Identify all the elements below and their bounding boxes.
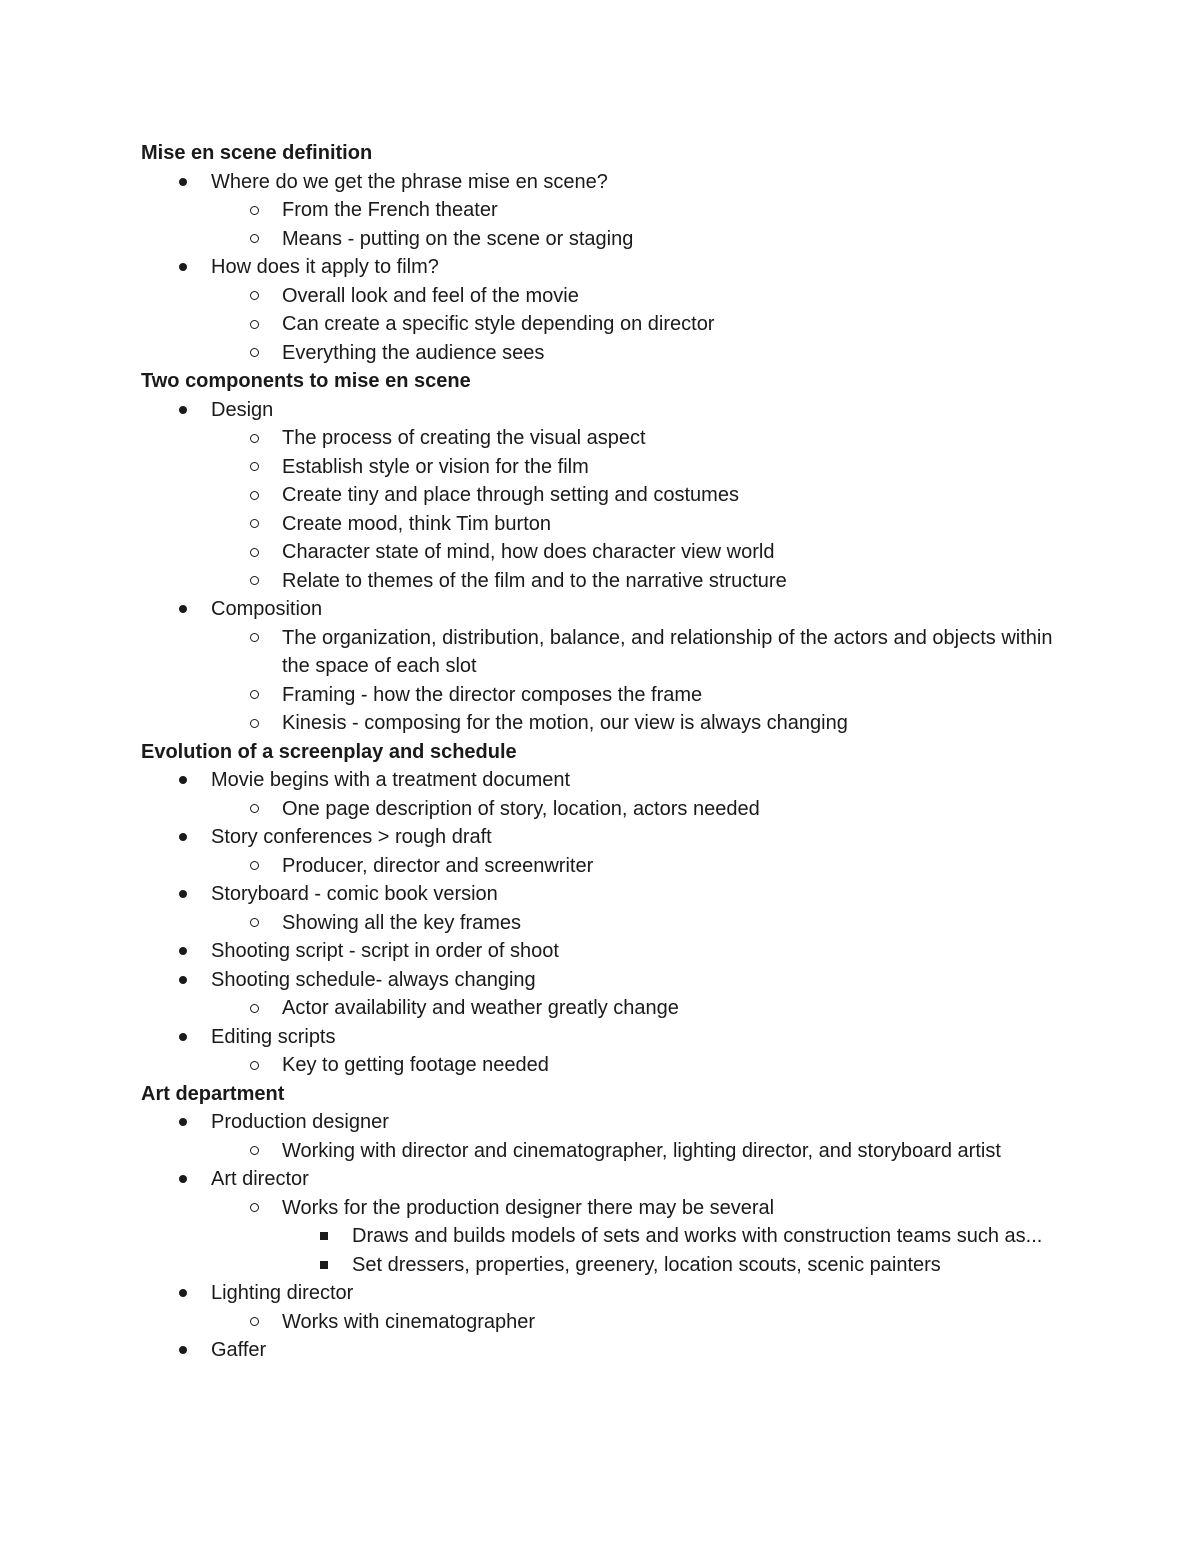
list-item-text: Character state of mind, how does character view world [282, 541, 775, 563]
list-item [141, 310, 1081, 339]
bullet-dot-icon [176, 823, 190, 852]
list-item-text: How does it apply to film? [211, 256, 439, 278]
list-item-text: Movie begins with a treatment document [211, 769, 571, 791]
bullet-list-level-3 [141, 1222, 1081, 1279]
list-item-line [141, 339, 1081, 368]
bullet-dot-icon [176, 1023, 190, 1052]
list-item-text: Establish style or vision for the film [282, 455, 589, 478]
bullet-dot-icon [176, 1108, 190, 1137]
list-item-line [141, 880, 1081, 909]
bullet-circle-icon [247, 310, 261, 339]
list-item-text: Relate to themes of the film and to the narrative structure [282, 569, 787, 592]
list-item [141, 595, 1081, 738]
bullet-list-level-2 [141, 1308, 1081, 1337]
list-item-line [141, 225, 1081, 254]
list-item-text: Shooting script - script in order of shoot [211, 940, 559, 962]
bullet-circle-icon [247, 510, 261, 539]
bullet-dot-icon [176, 766, 190, 795]
list-item [141, 852, 1081, 881]
list-item [141, 1308, 1081, 1337]
list-item-text: Lighting director [211, 1282, 354, 1304]
list-item-text: Works for the production designer there may be several [282, 1196, 775, 1219]
outline-section [141, 738, 1081, 1080]
list-item-text: Shooting schedule- always changing [211, 968, 536, 991]
list-item-line [141, 1336, 1081, 1365]
bullet-list-level-2 [141, 196, 1081, 253]
list-item [141, 966, 1081, 1023]
bullet-list-level-2 [141, 795, 1081, 824]
bullet-dot-icon [176, 396, 190, 425]
bullet-circle-icon [247, 282, 261, 311]
bullet-list-level-2 [141, 624, 1081, 738]
list-item [141, 1137, 1081, 1166]
list-item [141, 424, 1081, 453]
bullet-dot-icon [176, 937, 190, 966]
list-item-text: Design [211, 398, 274, 421]
list-item-text: Art director [211, 1168, 309, 1190]
list-item-text: Showing all the key frames [282, 911, 522, 934]
list-item-text: Overall look and feel of the movie [282, 284, 579, 307]
list-item-line [141, 909, 1081, 938]
list-item-line [141, 481, 1081, 510]
list-item [141, 1279, 1081, 1336]
list-item-text: Draws and builds models of sets and works with construction teams such as... [352, 1225, 1043, 1247]
list-item-line [141, 1279, 1081, 1308]
list-item-line [141, 595, 1081, 624]
bullet-list-level-2 [141, 852, 1081, 881]
list-item [141, 1051, 1081, 1080]
bullet-circle-icon [247, 1051, 261, 1080]
list-item [141, 1023, 1081, 1080]
list-item-text: The process of creating the visual aspect [282, 427, 646, 449]
list-item-line [141, 1222, 1081, 1251]
list-item-line [141, 510, 1081, 539]
bullet-list-level-1 [141, 1108, 1081, 1365]
list-item [141, 567, 1081, 596]
list-item [141, 1222, 1081, 1251]
list-item [141, 1336, 1081, 1365]
bullet-dot-icon [176, 880, 190, 909]
bullet-circle-icon [247, 567, 261, 596]
list-item-text: Story conferences > rough draft [211, 826, 492, 848]
bullet-dot-icon [176, 1279, 190, 1308]
bullet-square-icon [317, 1251, 331, 1280]
list-item-line [141, 1108, 1081, 1137]
outline-section [141, 1080, 1081, 1365]
list-item-text: Works with cinematographer [282, 1310, 536, 1333]
list-item [141, 1108, 1081, 1165]
bullet-circle-icon [247, 1194, 261, 1223]
list-item-line [141, 282, 1081, 311]
list-item-line [141, 453, 1081, 482]
bullet-square-icon [317, 1222, 331, 1251]
list-item [141, 909, 1081, 938]
list-item-text: From the French theater [282, 199, 498, 221]
list-item [141, 1194, 1081, 1280]
bullet-circle-icon [247, 339, 261, 368]
list-item-text: Can create a specific style depending on director [282, 313, 715, 335]
section-heading: Two components to mise en scene [141, 370, 471, 392]
bullet-list-level-2 [141, 1194, 1081, 1280]
bullet-dot-icon [176, 966, 190, 995]
section-heading: Art department [141, 1082, 285, 1105]
list-item-line [141, 424, 1081, 453]
bullet-list-level-2 [141, 282, 1081, 368]
list-item [141, 624, 1081, 681]
bullet-circle-icon [247, 909, 261, 938]
list-item [141, 339, 1081, 368]
list-item [141, 880, 1081, 937]
list-item-text: Framing - how the director composes the frame [282, 683, 703, 706]
list-item-text: Where do we get the phrase mise en scene? [211, 170, 608, 193]
list-item-line [141, 196, 1081, 225]
list-item-line [141, 168, 1081, 197]
bullet-dot-icon [176, 595, 190, 624]
list-item [141, 937, 1081, 966]
list-item-line [141, 1165, 1081, 1194]
outline-section [141, 139, 1081, 367]
list-item [141, 510, 1081, 539]
list-item [141, 1251, 1081, 1280]
list-item-line [141, 1051, 1081, 1080]
list-item-line [141, 1137, 1081, 1166]
bullet-list-level-2 [141, 1051, 1081, 1080]
list-item-line [141, 310, 1081, 339]
bullet-circle-icon [247, 994, 261, 1023]
list-item-text: Producer, director and screenwriter [282, 854, 594, 877]
list-item-text: Everything the audience sees [282, 341, 545, 364]
list-item-line [141, 538, 1081, 567]
list-item [141, 396, 1081, 596]
bullet-list-level-2 [141, 424, 1081, 595]
list-item [141, 538, 1081, 567]
document-body [141, 139, 1081, 1365]
list-item-text: Means - putting on the scene or staging [282, 227, 634, 250]
bullet-circle-icon [247, 424, 261, 453]
list-item [141, 453, 1081, 482]
list-item [141, 481, 1081, 510]
list-item-text: Create mood, think Tim burton [282, 512, 552, 535]
bullet-circle-icon [247, 795, 261, 824]
bullet-list-level-1 [141, 396, 1081, 738]
list-item-line [141, 396, 1081, 425]
bullet-circle-icon [247, 1308, 261, 1337]
list-item-text: Editing scripts [211, 1025, 336, 1048]
bullet-circle-icon [247, 196, 261, 225]
list-item-line [141, 709, 1081, 738]
list-item-line [141, 1251, 1081, 1280]
list-item-line [141, 852, 1081, 881]
bullet-circle-icon [247, 709, 261, 738]
list-item [141, 225, 1081, 254]
bullet-dot-icon [176, 168, 190, 197]
list-item-line [141, 823, 1081, 852]
list-item-text: Actor availability and weather greatly change [282, 997, 679, 1019]
list-item-line [141, 253, 1081, 282]
bullet-dot-icon [176, 1336, 190, 1365]
list-item-text: The organization, distribution, balance, and relationship of the actors and objects within the space of each slot [282, 626, 1053, 677]
bullet-circle-icon [247, 681, 261, 710]
bullet-list-level-1 [141, 766, 1081, 1080]
list-item-line [141, 567, 1081, 596]
bullet-list-level-1 [141, 168, 1081, 368]
list-item [141, 709, 1081, 738]
list-item [141, 253, 1081, 367]
list-item-text: Set dressers, properties, greenery, location scouts, scenic painters [352, 1253, 941, 1276]
list-item-line [141, 766, 1081, 795]
bullet-dot-icon [176, 1165, 190, 1194]
list-item-text: Storyboard - comic book version [211, 883, 498, 905]
list-item-text: Gaffer [211, 1339, 267, 1361]
list-item-text: Working with director and cinematographer, lighting director, and storyboard artist [282, 1139, 1001, 1162]
list-item [141, 282, 1081, 311]
list-item [141, 795, 1081, 824]
section-heading: Evolution of a screenplay and schedule [141, 740, 517, 763]
list-item-line [141, 681, 1081, 710]
bullet-list-level-2 [141, 909, 1081, 938]
list-item-text: Create tiny and place through setting and costumes [282, 484, 739, 506]
list-item [141, 766, 1081, 823]
list-item [141, 681, 1081, 710]
list-item-text: One page description of story, location, actors needed [282, 797, 760, 820]
bullet-circle-icon [247, 453, 261, 482]
list-item-text: Production designer [211, 1111, 389, 1133]
list-item-line [141, 795, 1081, 824]
bullet-circle-icon [247, 1137, 261, 1166]
outline-section [141, 367, 1081, 738]
bullet-circle-icon [247, 852, 261, 881]
bullet-dot-icon [176, 253, 190, 282]
list-item-text: Key to getting footage needed [282, 1054, 549, 1076]
list-item [141, 196, 1081, 225]
bullet-list-level-2 [141, 994, 1081, 1023]
list-item [141, 168, 1081, 254]
list-item [141, 823, 1081, 880]
list-item [141, 994, 1081, 1023]
section-heading: Mise en scene definition [141, 142, 373, 164]
list-item [141, 1165, 1081, 1279]
bullet-circle-icon [247, 624, 261, 653]
list-item-line [141, 1194, 1081, 1223]
list-item-line [141, 966, 1081, 995]
list-item-line [141, 937, 1081, 966]
bullet-circle-icon [247, 538, 261, 567]
list-item-line [141, 994, 1081, 1023]
list-item-line [141, 1023, 1081, 1052]
list-item-line [141, 624, 1081, 681]
bullet-circle-icon [247, 481, 261, 510]
list-item-text: Composition [211, 598, 323, 620]
list-item-line [141, 1308, 1081, 1337]
bullet-circle-icon [247, 225, 261, 254]
list-item-text: Kinesis - composing for the motion, our view is always changing [282, 712, 848, 734]
bullet-list-level-2 [141, 1137, 1081, 1166]
